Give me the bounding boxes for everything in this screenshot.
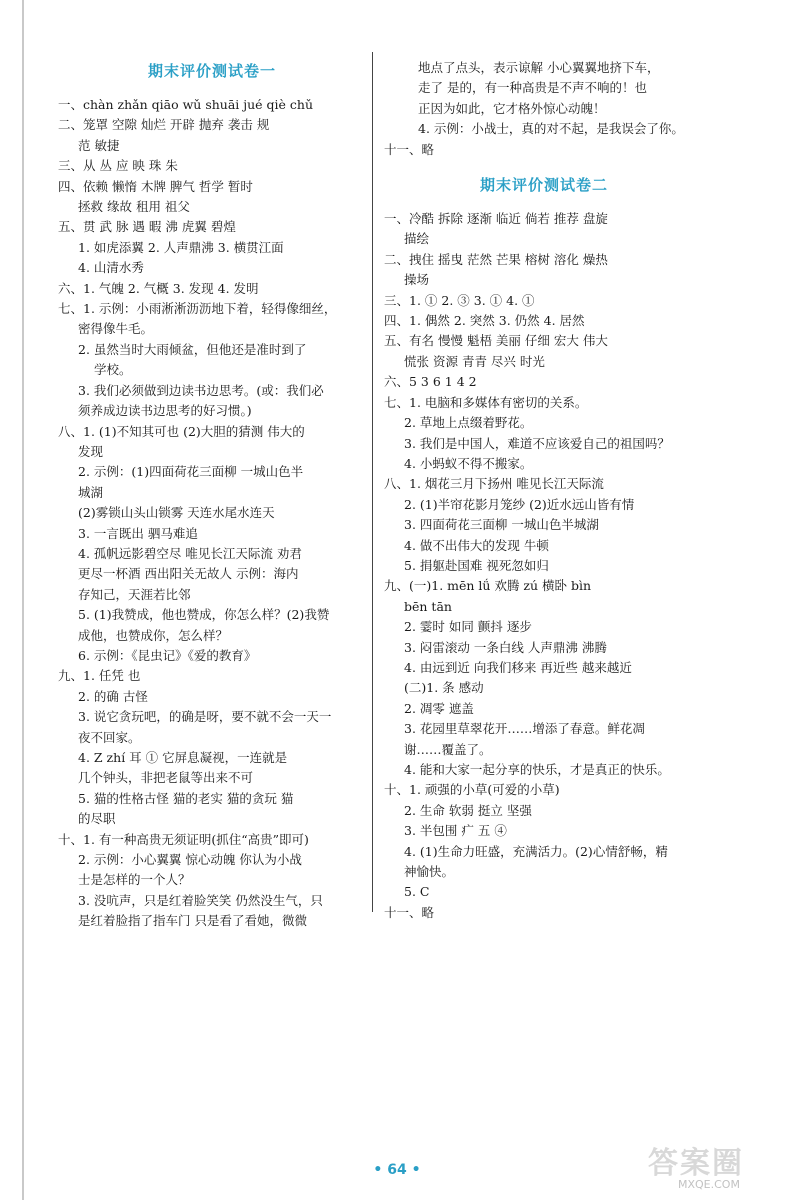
- answer-line: 三、从 丛 应 映 珠 朱: [58, 158, 178, 174]
- answer-line: 5. (1)我赞成，他也赞成，你怎么样？(2)我赞: [78, 607, 330, 623]
- answer-line: 2. 虽然当时大雨倾盆，但他还是准时到了: [78, 341, 307, 357]
- answer-line: 几个钟头，非把老鼠等出来不可: [78, 770, 254, 786]
- answer-line: 八、1. 烟花三月下扬州 唯见长江天际流: [384, 476, 604, 492]
- answer-line: 正因为如此，它才格外惊心动魄！: [418, 100, 606, 116]
- answer-line: 2. 示例：小心翼翼 惊心动魄 你认为小战: [78, 852, 302, 868]
- answer-line: 4. Z zhí 耳 ① 它屏息凝视，一连就是: [78, 750, 288, 765]
- answer-line: 3. 花园里草翠花开……增添了春意。鲜花凋: [404, 721, 645, 737]
- test-two-answers: [384, 209, 704, 923]
- watermark-url: MXQE.COM: [678, 1178, 740, 1191]
- answer-line: 4. 示例：小战士，真的对不起，是我误会了你。: [418, 121, 684, 137]
- answer-line: 士是怎样的一个人？: [78, 872, 191, 888]
- answer-line: 3. 闷雷滚动 一条白线 人声鼎沸 沸腾: [404, 639, 607, 655]
- answer-line: 十、1. 有一种高贵无须证明(抓住“高贵”即可): [58, 831, 309, 847]
- answer-line: 密得像牛毛。: [78, 321, 154, 337]
- answer-line: (2)雾锁山头山锁雾 天连水尾水连天: [78, 505, 275, 521]
- answer-line: 二、拽住 摇曳 茫然 芒果 榕树 溶化 燥热: [384, 251, 608, 267]
- answer-line: 八、1. (1)不知其可也 (2)大胆的猜测 伟大的: [58, 423, 305, 439]
- answer-line: 发现: [78, 443, 104, 459]
- answer-line: 四、依赖 懒惰 木牌 脾气 哲学 暂时: [58, 178, 253, 194]
- test-one-section-11: 十一、略: [384, 141, 435, 157]
- column-divider: [372, 52, 373, 912]
- answer-line: 2. 的确 古怪: [78, 688, 148, 704]
- right-column: [384, 58, 704, 923]
- answer-line: 4. 由远到近 向我们移来 再近些 越来越近: [404, 659, 632, 675]
- answer-line: 2. 凋零 遮盖: [404, 700, 474, 716]
- answer-line: 学校。: [94, 362, 132, 378]
- answer-line: 一、冷酷 拆除 逐渐 临近 倘若 推荐 盘旋: [384, 211, 608, 227]
- answer-line: 3. 我们必须做到边读书边思考。(或：我们必: [78, 382, 324, 398]
- watermark-logo: [648, 1138, 778, 1196]
- answer-line: 4. 小蚂蚁不得不搬家。: [404, 455, 533, 471]
- answer-line: 二、笼罩 空隙 灿烂 开辟 抛弃 袭击 规: [58, 117, 270, 133]
- answer-line: 四、1. 偶然 2. 突然 3. 仍然 4. 居然: [384, 313, 585, 329]
- answer-line: 须养成边读书边思考的好习惯。): [78, 403, 252, 419]
- answer-line: 4. (1)生命力旺盛，充满活力。(2)心情舒畅，精: [404, 843, 668, 859]
- answer-line: 一、chàn zhǎn qiāo wǔ shuāi jué qiè chǔ: [58, 97, 314, 112]
- answer-line: 六、1. 气魄 2. 气概 3. 发现 4. 发明: [58, 280, 259, 296]
- answer-line: 七、1. 示例：小雨淅淅沥沥地下着，轻得像细丝，: [58, 301, 337, 317]
- answer-line: 描绘: [404, 231, 430, 247]
- answer-line: 慌张 资源 青青 尽兴 时光: [404, 353, 545, 369]
- answer-line: 3. 没吭声，只是红着脸笑笑 仍然没生气，只: [78, 892, 323, 908]
- answer-line: 5. C: [404, 884, 430, 900]
- answer-line: 九、1. 任凭 也: [58, 668, 141, 684]
- test-one-title: 期末评价测试卷一: [147, 62, 276, 80]
- answer-line: 成他，也赞成你，怎么样？: [78, 627, 229, 643]
- answer-line: 1. 如虎添翼 2. 人声鼎沸 3. 横贯江面: [78, 239, 284, 255]
- answer-line: 3. 我们是中国人，难道不应该爱自己的祖国吗？: [404, 435, 670, 451]
- answer-line: 七、1. 电脑和多媒体有密切的关系。: [384, 394, 588, 410]
- answer-line: 4. 山清水秀: [78, 260, 144, 276]
- answer-line: 6. 示例：《昆虫记》《爱的教育》: [78, 647, 257, 663]
- answer-line: 走了 是的，有一种高贵是不声不响的！也: [418, 80, 647, 96]
- answer-line: 4. 做不出伟大的发现 牛顿: [404, 537, 549, 553]
- answer-line: 4. 能和大家一起分享的快乐，才是真正的快乐。: [404, 762, 670, 777]
- answer-line: (二)1. 条 感动: [404, 680, 484, 696]
- answer-line: 十一、略: [384, 904, 435, 920]
- watermark-text: 答案圈: [648, 1146, 744, 1181]
- answer-line: bēn tān: [404, 598, 452, 614]
- answer-line: 存知己，天涯若比邻: [78, 586, 191, 602]
- answer-line: 是红着脸指了指车门 只是看了看她，微微: [78, 913, 307, 929]
- answer-line: 地点了点头，表示谅解 小心翼翼地挤下车，: [418, 60, 660, 75]
- answer-line: 十、1. 顽强的小草(可爱的小草): [384, 782, 560, 798]
- left-column: [58, 58, 366, 932]
- answer-line: 2. 霎时 如同 颤抖 逐步: [404, 619, 532, 635]
- test-one-answers: [58, 95, 366, 932]
- answer-line: 5. 猫的性格古怪 猫的老实 猫的贪玩 猫: [78, 790, 294, 806]
- answer-line: 三、1. ① 2. ③ 3. ① 4. ①: [384, 292, 535, 308]
- answer-line: 3. 一言既出 驷马难追: [78, 525, 198, 541]
- answer-line: 4. 孤帆远影碧空尽 唯见长江天际流 劝君: [78, 545, 302, 561]
- answer-line: 六、5 3 6 1 4 2: [384, 374, 477, 390]
- test-one-continued-lines: [384, 58, 704, 140]
- answer-line: 范 敏捷: [78, 137, 120, 153]
- answer-line: 2. (1)半帘花影月笼纱 (2)近水远山皆有情: [404, 496, 635, 512]
- answer-line: 操场: [404, 272, 430, 288]
- answer-line: 2. 示例：(1)四面荷花三面柳 一城山色半: [78, 464, 304, 480]
- answer-line: 神愉快。: [404, 864, 455, 880]
- answer-line: 的尽职: [78, 811, 116, 827]
- answer-line: 五、有名 慢慢 魁梧 美丽 仔细 宏大 伟大: [384, 333, 608, 349]
- answer-line: 拯救 缘故 租用 祖父: [78, 199, 190, 215]
- answer-line: 城湖: [78, 484, 104, 500]
- test-one-continued: [384, 58, 704, 140]
- answer-line: 5. 捐躯赴国难 视死忽如归: [404, 557, 549, 573]
- answer-line: 五、贯 武 脉 遇 暇 沸 虎翼 碧煌: [58, 219, 236, 235]
- answer-line: 2. 草地上点缀着野花。: [404, 415, 533, 431]
- answer-line: 2. 生命 软弱 挺立 坚强: [404, 802, 532, 818]
- page-number: • 64 •: [373, 1162, 421, 1178]
- answer-line: 九、(一)1. mēn lǘ 欢腾 zú 横卧 bìn: [384, 578, 592, 594]
- answer-line: 更尽一杯酒 西出阳关无故人 示例：海内: [78, 566, 299, 582]
- test-two-title: 期末评价测试卷二: [479, 176, 608, 195]
- page-left-edge: [22, 0, 24, 1200]
- answer-line: 3. 说它贪玩吧，的确是呀，要不就不会一天一: [78, 709, 332, 725]
- answer-line: 3. 四面荷花三面柳 一城山色半城湖: [404, 517, 599, 533]
- answer-line: 谢……覆盖了。: [404, 741, 492, 757]
- answer-line: 3. 半包围 疒 五 ④: [404, 823, 507, 839]
- answer-line: 夜不回家。: [78, 729, 141, 745]
